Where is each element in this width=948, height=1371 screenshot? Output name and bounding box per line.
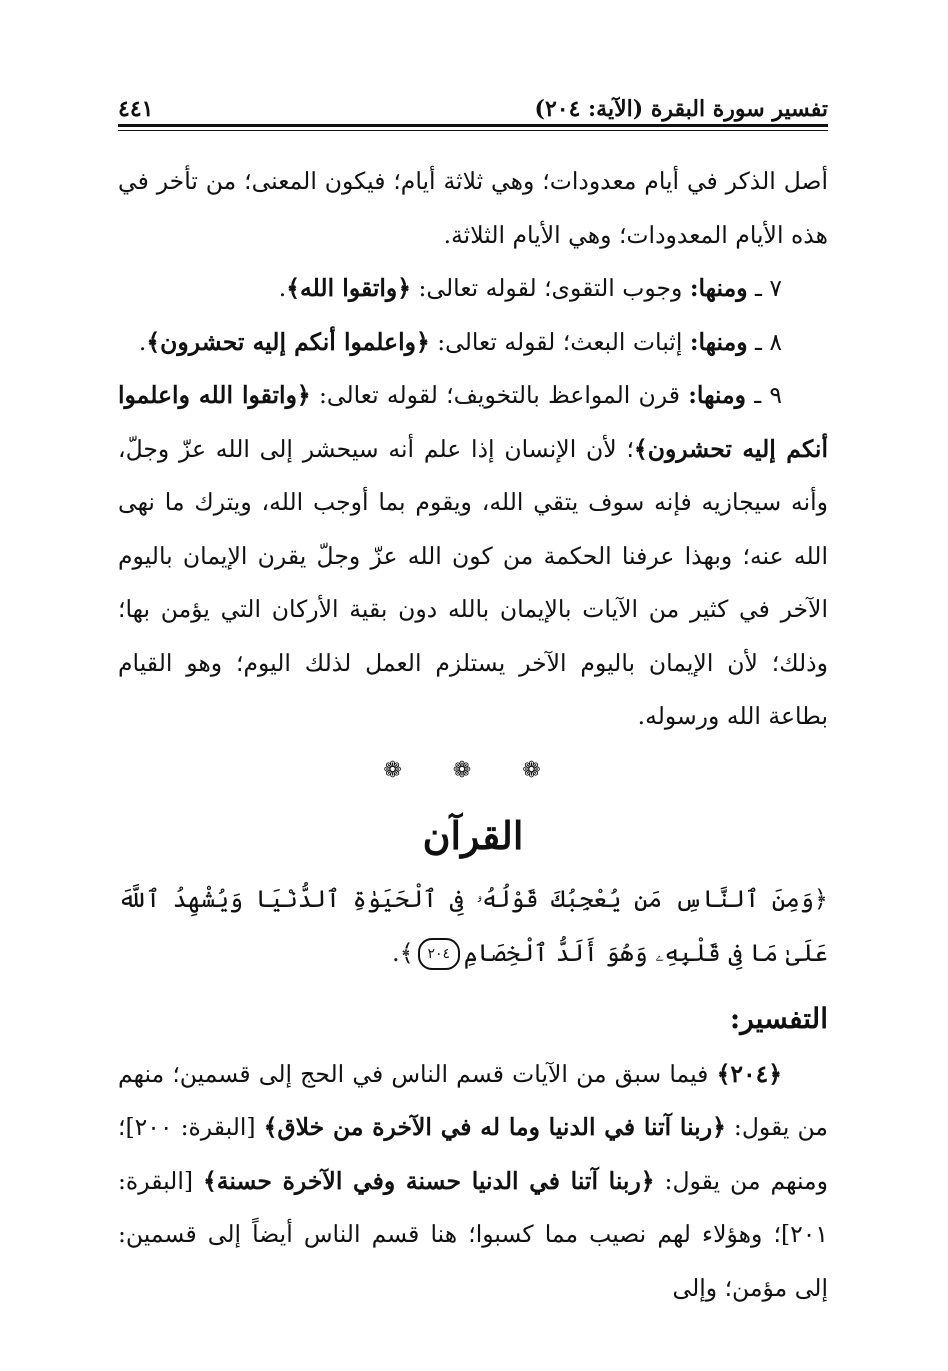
quran-section-title: القرآن (422, 812, 524, 858)
tafsir-quote: ﴿ربنا آتنا في الدنيا حسنة وفي الآخرة حسنة﴾ (203, 1166, 655, 1195)
item-lead: ومنها: (689, 274, 748, 302)
verse-text: ﴿وَمِنَ ٱلنَّاسِ مَن يُعْجِبُكَ قَوْلُهُۥ فِى ٱلْحَيَوٰةِ ٱلدُّنْيَا وَيُشْهِدُ ٱللَّهَ عَلَىٰ مَا فِى قَلْبِهِۦ وَهُوَ أَلَدُّ ٱلْخِصَامِ (118, 884, 828, 967)
item-lead: ومنها: (688, 381, 746, 409)
verse-end: ﴾. (392, 938, 414, 967)
item-text: قرن المواعظ بالتخويف؛ لقوله تعالى: (310, 381, 689, 409)
tafsir-title: التفسير: (729, 1001, 828, 1035)
section-separator: ❁ ❁ ❁ (383, 757, 563, 783)
quran-verse (118, 872, 828, 980)
item-number: ٧ ـ (747, 274, 782, 302)
page-header (118, 82, 828, 122)
item-number: ٩ ـ (745, 381, 782, 409)
header-rule-thin (118, 130, 828, 131)
tafsir-text: [البقرة: ٢٠٠]؛ ومنهم من يقول: (118, 1113, 828, 1195)
page-number: ٤٤١ (118, 96, 154, 122)
benefit-item-8 (118, 316, 828, 370)
tafsir-text: [البقرة: ٢٠١]؛ وهؤلاء لهم نصيب مما كسبوا؛ هنا قسم الناس أيضاً إلى قسمين: إلى مؤمن؛ وإلى (118, 1166, 828, 1302)
quran-quote: ﴿واتقوا الله﴾ (286, 274, 412, 302)
aya-number-icon: ٢٠٤ (418, 938, 460, 970)
item-text: وجوب التقوى؛ لقوله تعالى: (411, 274, 690, 302)
item-end: . (278, 274, 287, 302)
benefit-item-7 (118, 262, 828, 316)
tafsir-paragraph (118, 1048, 828, 1316)
item-lead: ومنها: (689, 327, 748, 356)
tafsir-text: فيما سبق من الآيات قسم الناس في الحج إلى قسمين؛ منهم من يقول: (118, 1059, 828, 1141)
item-end: . (138, 327, 147, 356)
paragraph-1: أصل الذكر في أيام معدودات؛ وهي ثلاثة أيام؛ فيكون المعنى؛ من تأخر في هذه الأيام المعدودات؛ وهي الأيام الثلاثة. (118, 167, 828, 249)
running-title: تفسير سورة البقرة (الآية: ٢٠٤) (534, 96, 828, 122)
header-rule-thick (118, 124, 828, 127)
tafsir-quote: ﴿ربنا آتنا في الدنيا وما له في الآخرة من خلاق﴾ (263, 1113, 726, 1141)
page-body (118, 155, 828, 1315)
item-number: ٨ ـ (747, 327, 782, 356)
benefit-item-9 (118, 369, 828, 744)
tafsir-quote: ﴿٢٠٤﴾ (716, 1059, 782, 1088)
quran-quote: ﴿واعلموا أنكم إليه تحشرون﴾ (146, 327, 430, 356)
item-rest: ؛ لأن الإنسان إذا علم أنه سيحشر إلى الله عزّ وجلّ، وأنه سيجازيه فإنه سوف يتقي الله، ويقوم بما أوجب الله، ويترك ما نهى الله عنه؛ وبهذا عرفنا الحكمة من كون الله عزّ وجلّ يقرن الإيمان باليوم الآخر في كثير من الآيات بالإيمان بالله دون بقية الأركان التي يؤمن بها؛ وذلك؛ لأن الإيمان باليوم الآخر يستلزم العمل لذلك اليوم؛ وهو القيام بطاعة الله ورسوله. (118, 434, 828, 730)
quran-quote: ﴿واتقوا الله واعلموا أنكم إليه تحشرون﴾ (118, 381, 828, 463)
item-text: إثبات البعث؛ لقوله تعالى: (429, 327, 690, 356)
